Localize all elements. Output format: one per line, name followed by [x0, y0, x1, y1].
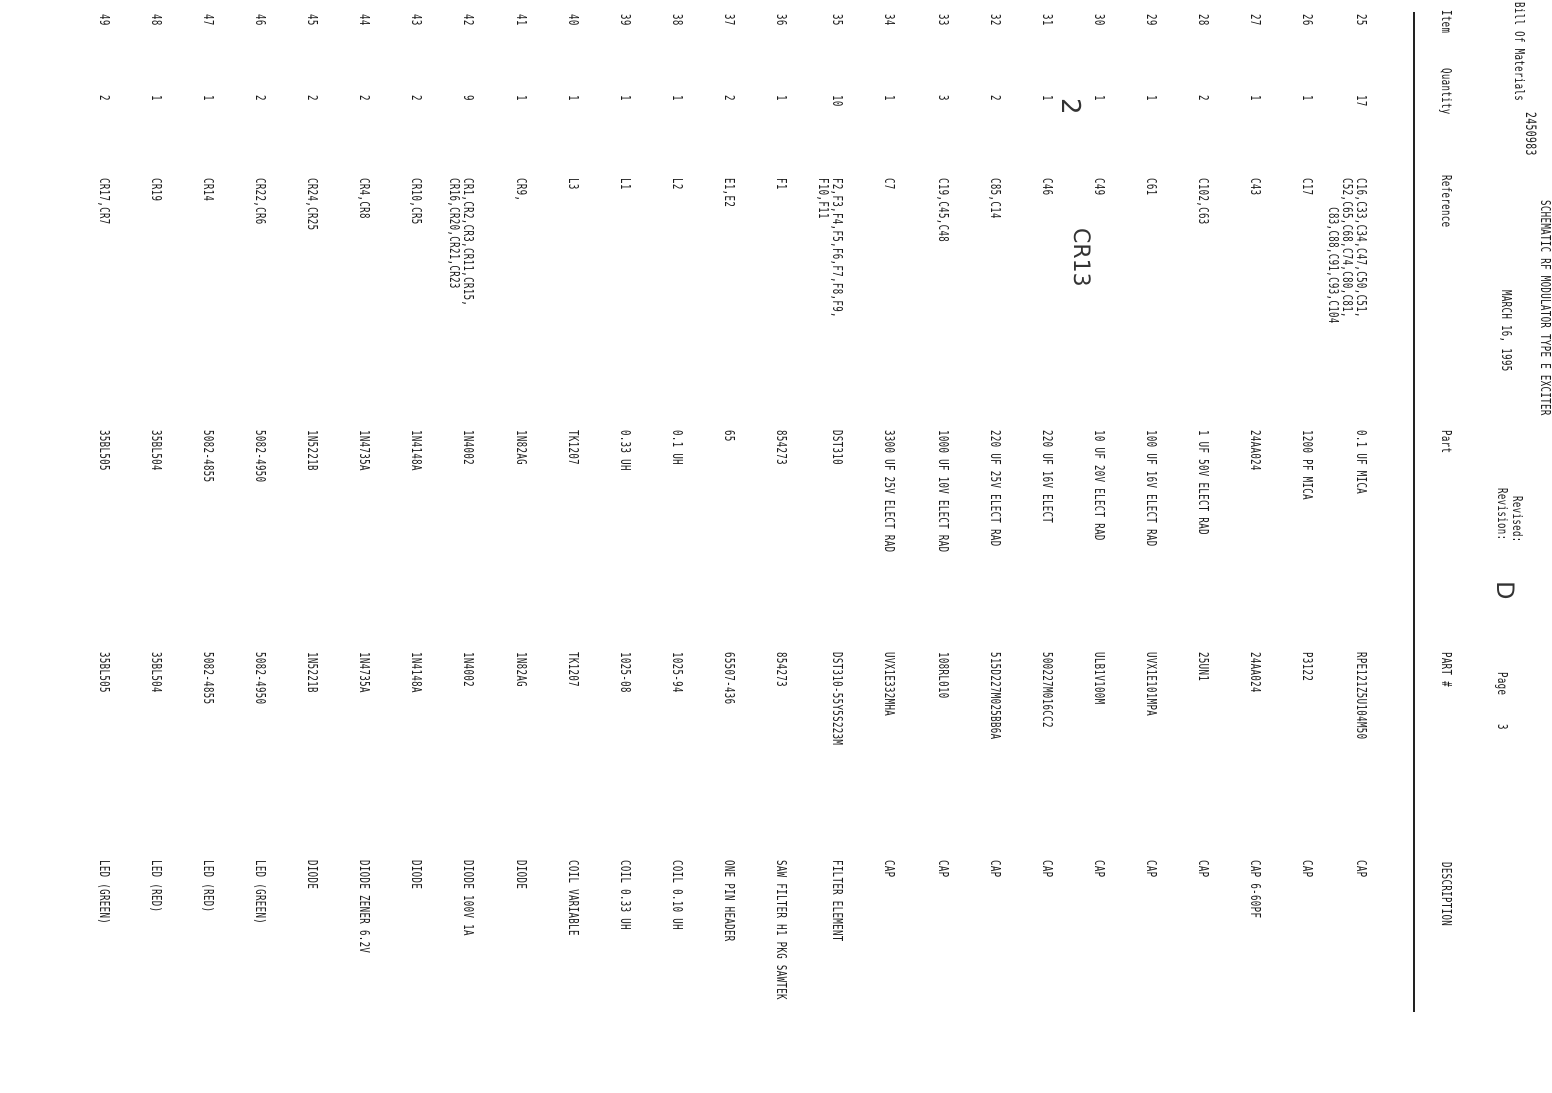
row-item: 28 — [1195, 14, 1210, 26]
row-quantity: 1 — [1299, 95, 1314, 101]
row-reference: C17 — [1299, 178, 1314, 196]
handwritten-qty: 2 — [1055, 98, 1085, 115]
row-item: 27 — [1247, 14, 1262, 26]
document-date: MARCH 16, 1995 — [1498, 290, 1513, 372]
row-part: 0.1 UH — [669, 430, 684, 465]
row-description: CAP — [1039, 860, 1054, 878]
row-part: DST310 — [829, 430, 844, 465]
row-part: 24AA024 — [1247, 430, 1262, 471]
row-item: 42 — [460, 14, 475, 26]
col-item-header: Item — [1438, 10, 1453, 34]
row-quantity: 2 — [356, 95, 371, 101]
row-part: 65 — [721, 430, 736, 442]
row-reference: C19,C45,C48 — [935, 178, 950, 243]
row-part-number: UVX1E332MHA — [881, 652, 896, 717]
header-rule — [1413, 12, 1415, 1012]
row-reference: F2,F3,F4,F5,F6,F7,F8,F9, — [829, 178, 844, 318]
col-partno-header: PART # — [1438, 652, 1453, 687]
row-description: CAP — [1091, 860, 1106, 878]
row-reference: C85,C14 — [987, 178, 1002, 219]
row-reference: E1,E2 — [721, 178, 736, 208]
row-part-number: TK1207 — [565, 652, 580, 687]
row-part: 1N4002 — [460, 430, 475, 465]
row-description: DIODE ZENER 6.2V — [356, 860, 371, 954]
row-part-number: P3122 — [1299, 652, 1314, 682]
row-description: CAP 6-60PF — [1247, 860, 1262, 919]
row-item: 34 — [881, 14, 896, 26]
row-reference: C61 — [1143, 178, 1158, 196]
row-reference: C7 — [881, 178, 896, 190]
row-quantity: 2 — [721, 95, 736, 101]
row-quantity: 1 — [773, 95, 788, 101]
page-number: 3 — [1494, 724, 1509, 730]
row-description: DIODE — [513, 860, 528, 890]
row-part: 35BL504 — [148, 430, 163, 471]
row-quantity: 1 — [565, 95, 580, 101]
row-part: 5082-4950 — [252, 430, 267, 483]
row-description: COIL VARIABLE — [565, 860, 580, 936]
row-item: 36 — [773, 14, 788, 26]
row-description: CAP — [1143, 860, 1158, 878]
row-part-number: 5082-4855 — [200, 652, 215, 705]
row-reference: CR4,CR8 — [356, 178, 371, 219]
row-reference: C102,C63 — [1195, 178, 1210, 225]
row-description: DIODE — [408, 860, 423, 890]
row-item: 44 — [356, 14, 371, 26]
col-description-header: DESCRIPTION — [1438, 862, 1453, 927]
row-item: 43 — [408, 14, 423, 26]
row-description: DIODE — [304, 860, 319, 890]
col-quantity-header: Quantity — [1438, 68, 1453, 115]
row-reference: CR17,CR7 — [96, 178, 111, 225]
row-reference: CR16,CR20,CR21,CR23 — [446, 178, 461, 289]
row-part-number: 1025-94 — [669, 652, 684, 693]
row-item: 48 — [148, 14, 163, 26]
row-part-number: 854273 — [773, 652, 788, 687]
row-item: 31 — [1039, 14, 1054, 26]
row-reference: C49 — [1091, 178, 1106, 196]
row-part: 220 UF 16V ELECT — [1039, 430, 1054, 524]
row-reference: CR10,CR5 — [408, 178, 423, 225]
row-reference: L3 — [565, 178, 580, 190]
row-quantity: 1 — [1247, 95, 1262, 101]
row-item: 37 — [721, 14, 736, 26]
row-item: 35 — [829, 14, 844, 26]
row-item: 39 — [617, 14, 632, 26]
document-kind: Bill Of Materials — [1511, 2, 1526, 102]
row-reference: C46 — [1039, 178, 1054, 196]
row-reference: CR19 — [148, 178, 163, 202]
handwritten-ref: CR13 — [1068, 228, 1093, 287]
row-quantity: 9 — [460, 95, 475, 101]
row-part: 0.33 UH — [617, 430, 632, 471]
row-quantity: 1 — [669, 95, 684, 101]
row-description: CAP — [935, 860, 950, 878]
row-item: 29 — [1143, 14, 1158, 26]
row-part-number: 1N5221B — [304, 652, 319, 693]
row-part: 1N4148A — [408, 430, 423, 471]
row-description: CAP — [1195, 860, 1210, 878]
row-part-number: 1N4735A — [356, 652, 371, 693]
row-description: COIL 0.10 UH — [669, 860, 684, 930]
row-part: 1N82AG — [513, 430, 528, 465]
row-part: 5082-4855 — [200, 430, 215, 483]
row-part-number: 25UN1 — [1195, 652, 1210, 682]
row-part-number: RPE121Z5U104M50 — [1353, 652, 1368, 740]
row-part-number: DST310-55Y5S223M — [829, 652, 844, 746]
row-item: 33 — [935, 14, 950, 26]
row-quantity: 17 — [1353, 95, 1368, 107]
document-title: SCHEMATIC RF MODULATOR TYPE E EXCITER — [1537, 200, 1552, 416]
row-description: CAP — [1299, 860, 1314, 878]
row-item: 46 — [252, 14, 267, 26]
row-part-number: 5082-4950 — [252, 652, 267, 705]
row-quantity: 2 — [408, 95, 423, 101]
row-part: 854273 — [773, 430, 788, 465]
row-quantity: 1 — [148, 95, 163, 101]
row-part-number: 35BL504 — [148, 652, 163, 693]
row-reference: CR9, — [513, 178, 528, 202]
row-part-number: ULB1V100M — [1091, 652, 1106, 705]
row-part-number: 1N4148A — [408, 652, 423, 693]
row-quantity: 1 — [1039, 95, 1054, 101]
row-part-number: 1025-08 — [617, 652, 632, 693]
col-reference-header: Reference — [1438, 175, 1453, 228]
row-quantity: 2 — [252, 95, 267, 101]
row-quantity: 1 — [200, 95, 215, 101]
row-reference: C43 — [1247, 178, 1262, 196]
document-number: 2450983 — [1522, 112, 1538, 156]
row-item: 38 — [669, 14, 684, 26]
row-description: LED (GREEN) — [96, 860, 111, 925]
row-quantity: 2 — [987, 95, 1002, 101]
row-quantity: 2 — [304, 95, 319, 101]
row-description: LED (RED) — [200, 860, 215, 913]
row-reference: CR1,CR2,CR3,CR11,CR15, — [460, 178, 475, 307]
row-quantity: 3 — [935, 95, 950, 101]
row-item: 26 — [1299, 14, 1314, 26]
row-part: 1 UF 50V ELECT RAD — [1195, 430, 1210, 535]
row-part: 1000 UF 10V ELECT RAD — [935, 430, 950, 553]
row-reference: L1 — [617, 178, 632, 190]
row-part-number: 108RL010 — [935, 652, 950, 699]
row-description: LED (GREEN) — [252, 860, 267, 925]
revised-label: Revised: — [1509, 496, 1524, 543]
row-item: 45 — [304, 14, 319, 26]
row-part: 1N4735A — [356, 430, 371, 471]
row-quantity: 1 — [513, 95, 528, 101]
row-reference: CR22,CR6 — [252, 178, 267, 225]
row-part-number: 515D227M025BB6A — [987, 652, 1002, 740]
row-quantity: 10 — [829, 95, 844, 107]
row-quantity: 2 — [96, 95, 111, 101]
row-part: 10 UF 20V ELECT RAD — [1091, 430, 1106, 541]
row-part: 0.1 UF MICA — [1353, 430, 1368, 495]
row-item: 41 — [513, 14, 528, 26]
row-description: DIODE 100V 1A — [460, 860, 475, 936]
row-part-number: 24AA024 — [1247, 652, 1262, 693]
row-part: 1200 PF MICA — [1299, 430, 1314, 500]
row-description: LED (RED) — [148, 860, 163, 913]
row-part-number: 500227M016CC2 — [1039, 652, 1054, 728]
row-part-number: 65507-436 — [721, 652, 736, 705]
row-item: 30 — [1091, 14, 1106, 26]
row-part: 100 UF 16V ELECT RAD — [1143, 430, 1158, 547]
row-description: COIL 0.33 UH — [617, 860, 632, 930]
row-reference: C83,C88,C91,C93,C104 — [1325, 178, 1340, 324]
row-quantity: 1 — [1091, 95, 1106, 101]
row-description: CAP — [881, 860, 896, 878]
row-reference: F1 — [773, 178, 788, 190]
row-reference: C52,C65,C68,C74,C80,C81, — [1339, 178, 1354, 318]
row-description: CAP — [987, 860, 1002, 878]
page-label: Page — [1494, 672, 1509, 696]
row-description: ONE PIN HEADER — [721, 860, 736, 942]
row-quantity: 1 — [881, 95, 896, 101]
row-description: CAP — [1353, 860, 1368, 878]
row-item: 49 — [96, 14, 111, 26]
row-part: 3300 UF 25V ELECT RAD — [881, 430, 896, 553]
revision-label: Revision: — [1494, 488, 1509, 541]
row-part-number: UVX1E101MPA — [1143, 652, 1158, 717]
row-part: 220 UF 25V ELECT RAD — [987, 430, 1002, 547]
row-part: 35BL505 — [96, 430, 111, 471]
row-item: 25 — [1353, 14, 1368, 26]
row-description: FILTER ELEMENT — [829, 860, 844, 942]
row-part-number: 1N4002 — [460, 652, 475, 687]
row-quantity: 1 — [1143, 95, 1158, 101]
row-quantity: 1 — [617, 95, 632, 101]
row-description: SAW FILTER H1 PKG SAWTEK — [773, 860, 788, 1000]
row-reference: L2 — [669, 178, 684, 190]
revision-value: D — [1491, 581, 1519, 600]
row-reference: CR14 — [200, 178, 215, 202]
row-part-number: 1N82AG — [513, 652, 528, 687]
row-reference: C16,C33,C34,C47,C50,C51, — [1353, 178, 1368, 318]
row-item: 40 — [565, 14, 580, 26]
col-part-header: Part — [1438, 430, 1453, 454]
row-part-number: 35BL505 — [96, 652, 111, 693]
row-reference: F10,F11 — [815, 178, 830, 219]
row-reference: CR24,CR25 — [304, 178, 319, 231]
row-item: 32 — [987, 14, 1002, 26]
row-item: 47 — [200, 14, 215, 26]
row-quantity: 2 — [1195, 95, 1210, 101]
row-part: TK1207 — [565, 430, 580, 465]
row-part: 1N5221B — [304, 430, 319, 471]
